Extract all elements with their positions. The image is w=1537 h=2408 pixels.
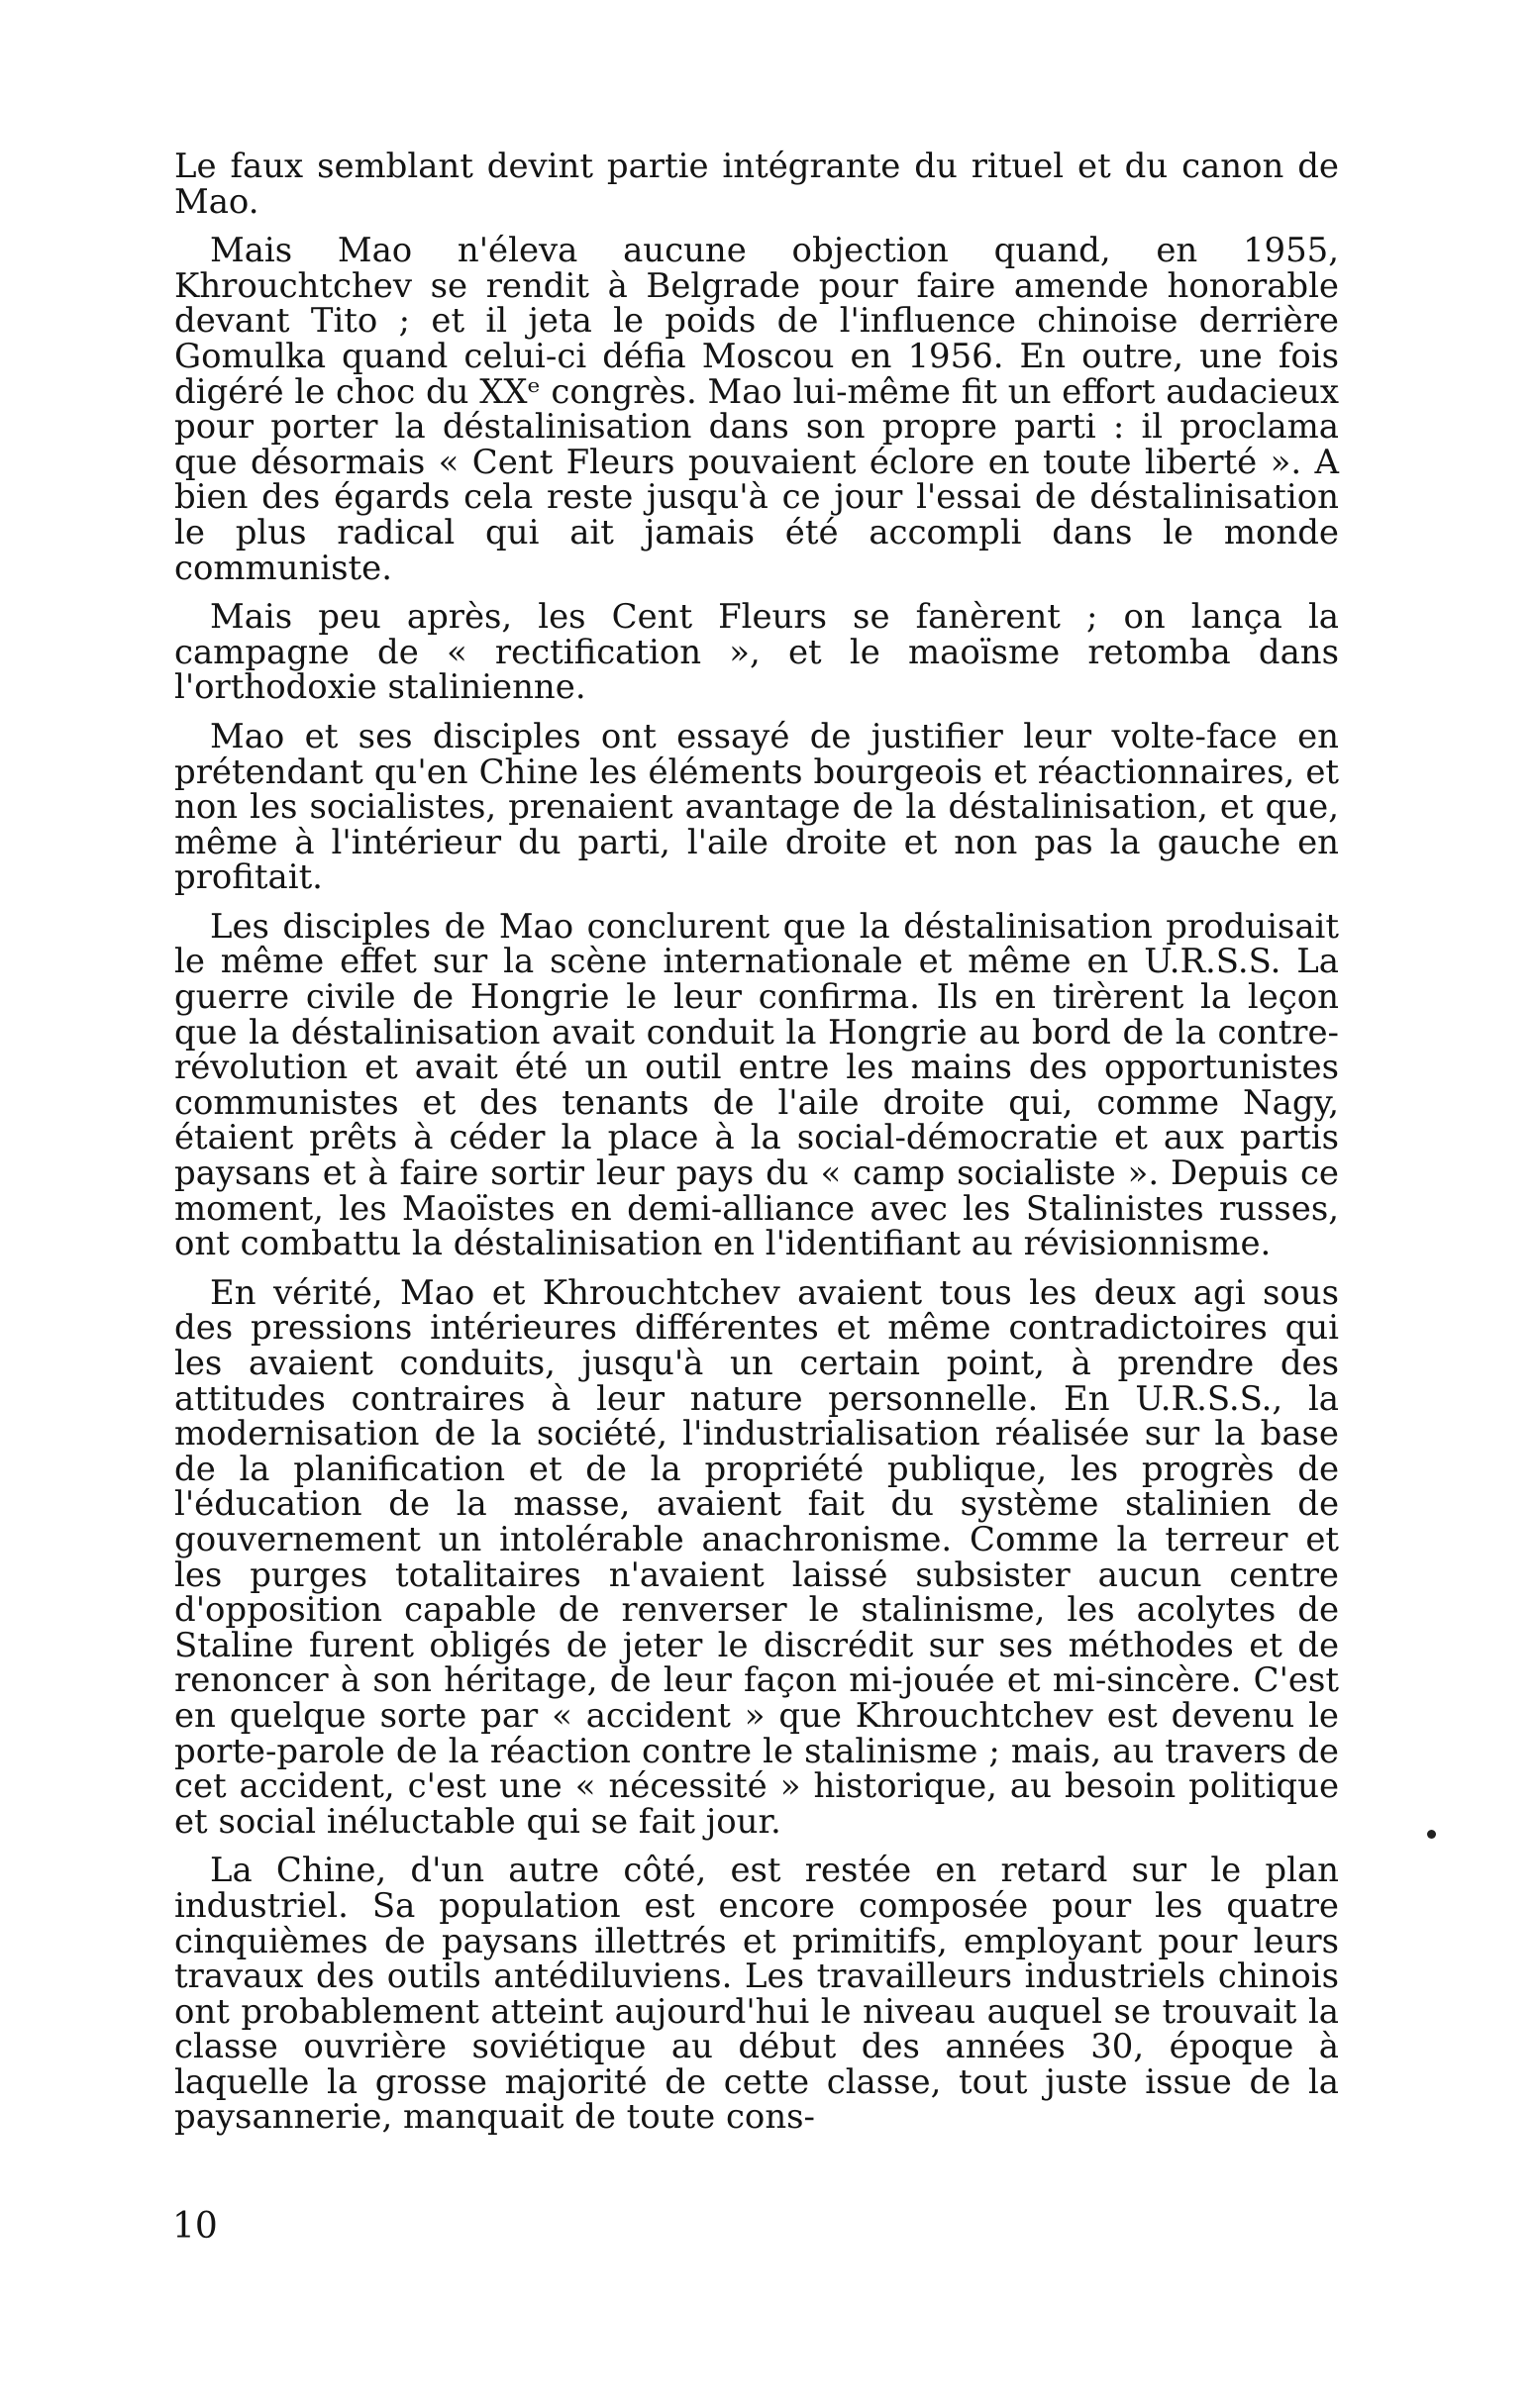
paragraph: En vérité, Mao et Khrouchtchev avaient tous les deux agi sous des pressions intérieures différentes et même contradictoires qui les avaient conduits, jusqu'à un certain point, à prendre des attitudes contraires à leur nature personnelle. En U.R.S.S., la modernisation de la société, l'industrialisation réalisée sur la base de la planification et de la propriété publique, les progrès de l'éducation de la masse, avaient fait du système stalinien de gouvernement un intolérable anachronisme. Comme la terreur et les purges totalitaires n'avaient laissé subsister aucun centre d'opposition capable de renverser le stalinisme, les acolytes de Staline furent obligés de jeter le discrédit sur ses méthodes et de renoncer à son héritage, de leur façon mi-jouée et mi-sincère. C'est en quelque sorte par « accident » que Khrouchtchev est devenu le porte-parole de la réaction contre le stalinisme ; mais, au travers de cet accident, c'est une « nécessité » historique, au besoin politique et social inéluctable qui se fait jour. — [174, 1272, 1339, 1841]
book-page-text — [174, 149, 1339, 2149]
paragraph: Mao et ses disciples ont essayé de justifier leur volte-face en prétendant qu'en Chine les éléments bourgeois et réactionnaires, et non les socialistes, prenaient avantage de la déstalinisation, et que, même à l'intérieur du parti, l'aile droite et non pas la gauche en profitait. — [174, 716, 1339, 897]
page-number: 10 — [172, 2206, 218, 2247]
paragraph: La Chine, d'un autre côté, est restée en retard sur le plan industriel. Sa population est encore composée pour les quatre cinquièmes de paysans illettrés et primitifs, employant pour leurs travaux des outils antédiluviens. Les travailleurs industriels chinois ont probablement atteint aujourd'hui le niveau auquel se trouvait la classe ouvrière soviétique au début des années 30, époque à laquelle la grosse majorité de cette classe, tout juste issue de la paysannerie, manquait de toute cons- — [174, 1851, 1339, 2137]
paragraph: Les disciples de Mao conclurent que la déstalinisation produisait le même effet sur la scène internationale et même en U.R.S.S. La guerre civile de Hongrie le leur confirma. Ils en tirèrent la leçon que la déstalinisation avait conduit la Hongrie au bord de la contre-révolution et avait été un outil entre les mains des opportunistes communistes et des tenants de l'aile droite qui, comme Nagy, étaient prêts à céder la place à la social-démocratie et aux partis paysans et à faire sortir leur pays du « camp socialiste ». Depuis ce moment, les Maoïstes en demi-alliance avec les Stalinistes russes, ont combattu la déstalinisation en l'identifiant au révisionnisme. — [174, 906, 1339, 1263]
paragraph: Mais Mao n'éleva aucune objection quand, en 1955, Khrouchtchev se rendit à Belgrade pour faire amende honorable devant Tito ; et il jeta le poids de l'influence chinoise derrière Gomulka quand celui-ci défia Moscou en 1956. En outre, une fois digéré le choc du XXᵉ congrès. Mao lui-même fit un effort audacieux pour porter la déstalinisation dans son propre parti : il proclama que désormais « Cent Fleurs pouvaient éclore en toute liberté ». A bien des égards cela reste jusqu'à ce jour l'essai de déstalinisation le plus radical qui ait jamais été accompli dans le monde communiste. — [174, 231, 1339, 587]
ink-speck — [1427, 1830, 1436, 1839]
paragraph: Mais peu après, les Cent Fleurs se fanèrent ; on lança la campagne de « rectification », et le maoïsme retomba dans l'orthodoxie stalinienne. — [174, 597, 1339, 707]
paragraph-continued: Le faux semblant devint partie intégrante du rituel et du canon de Mao. — [174, 147, 1339, 221]
